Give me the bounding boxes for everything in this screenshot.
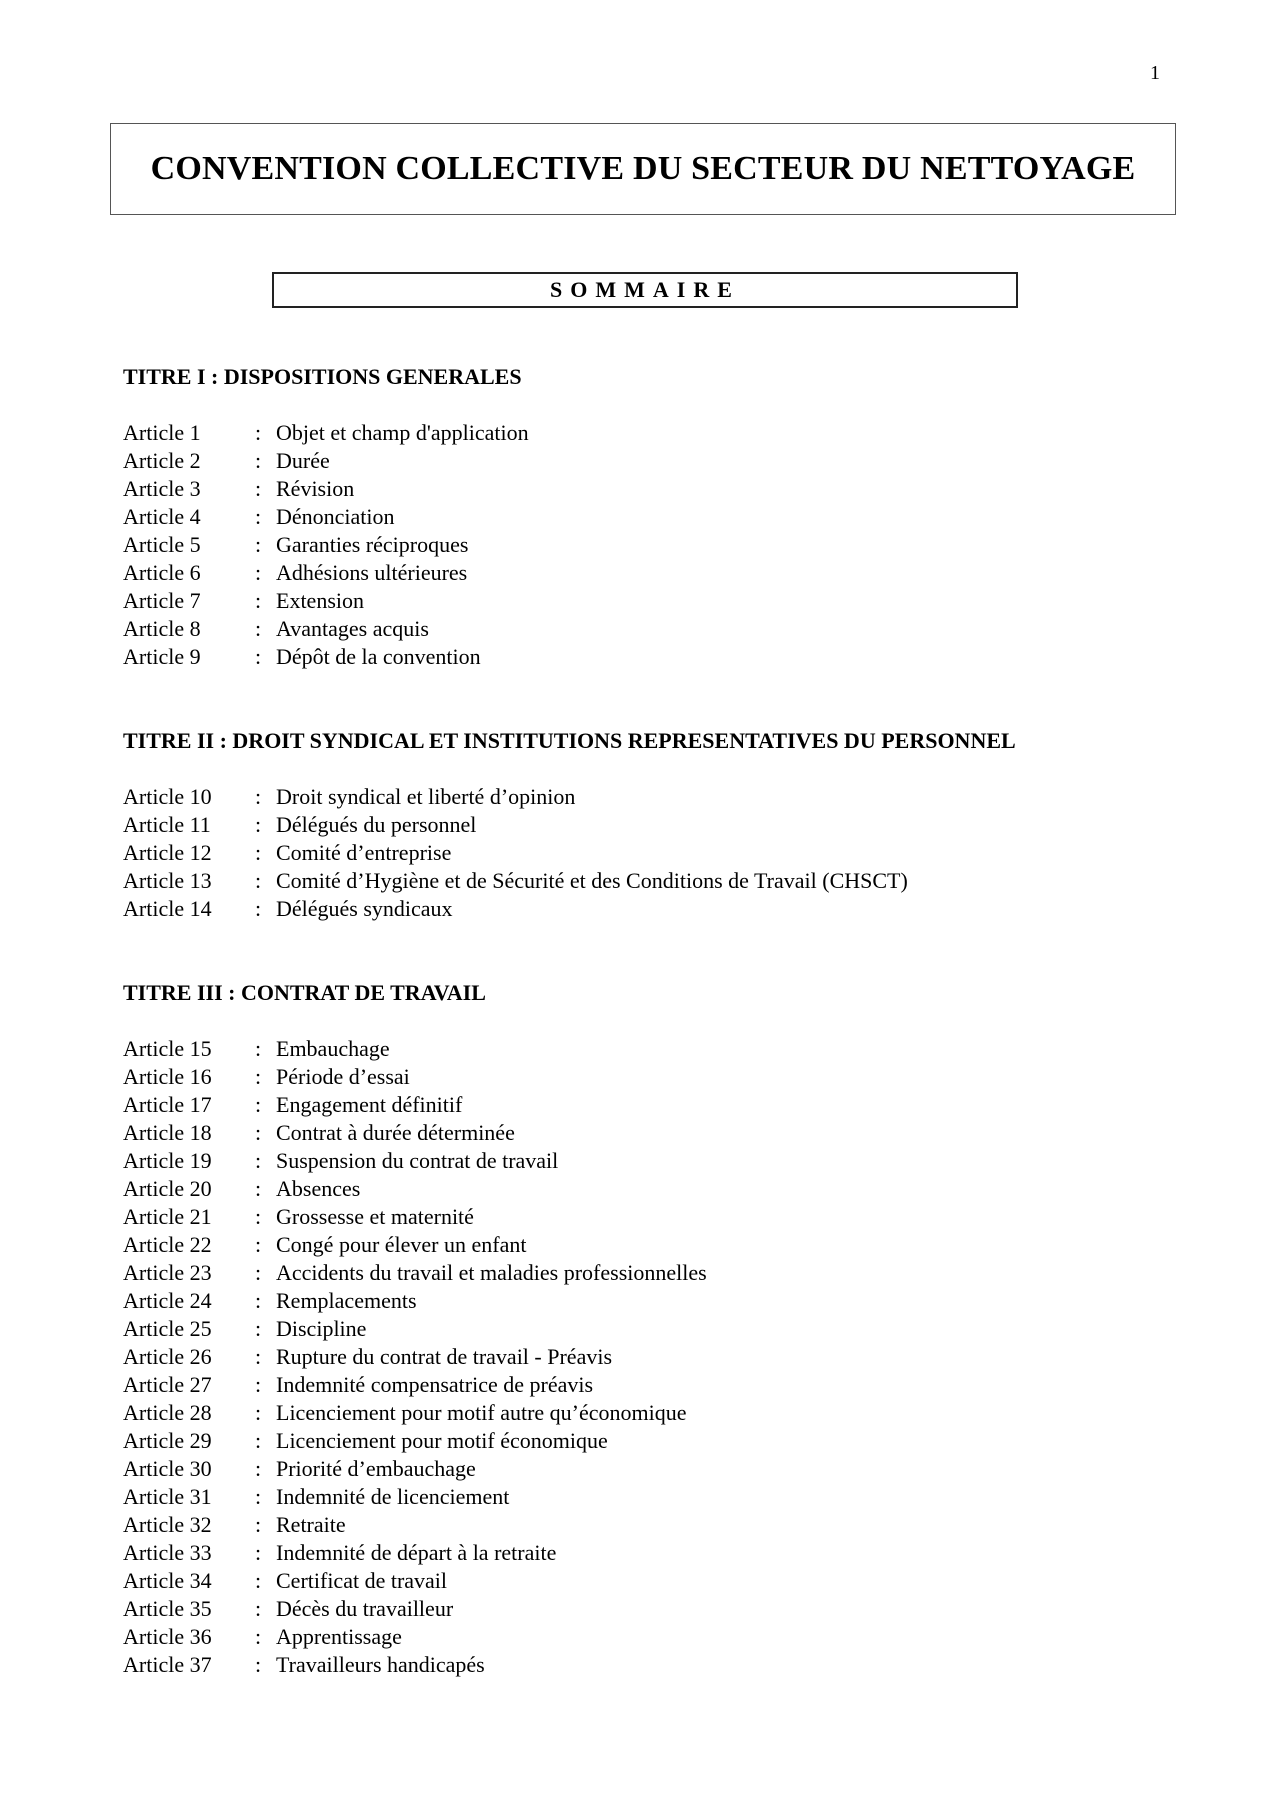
article-separator: : [254,1092,262,1117]
article-title: Accidents du travail et maladies professionnelles [276,1260,707,1285]
article-number: Article 16 [123,1064,212,1089]
article-list [123,1035,1183,1679]
article-number: Article 8 [123,616,201,641]
article-title: Objet et champ d'application [276,420,529,445]
article-title: Congé pour élever un enfant [276,1232,527,1257]
article-separator: : [254,1624,262,1649]
article-separator: : [254,1540,262,1565]
article-separator: : [254,532,262,557]
article-row [123,643,1183,671]
article-number: Article 36 [123,1624,212,1649]
article-number: Article 6 [123,560,201,585]
article-row [123,503,1183,531]
article-number: Article 1 [123,420,201,445]
article-title: Décès du travailleur [276,1596,454,1621]
article-row [123,1511,1183,1539]
article-number: Article 24 [123,1288,212,1313]
article-number: Article 5 [123,532,201,557]
article-title: Comité d’Hygiène et de Sécurité et des Conditions de Travail (CHSCT) [276,868,908,893]
article-title: Droit syndical et liberté d’opinion [276,784,576,809]
article-number: Article 26 [123,1344,212,1369]
article-row [123,1231,1183,1259]
article-number: Article 4 [123,504,201,529]
article-title: Embauchage [276,1036,390,1061]
article-separator: : [254,1260,262,1285]
article-separator: : [254,1456,262,1481]
article-separator: : [254,1428,262,1453]
article-row [123,1343,1183,1371]
article-row [123,447,1183,475]
article-number: Article 30 [123,1456,212,1481]
article-separator: : [254,1344,262,1369]
article-number: Article 25 [123,1316,212,1341]
article-number: Article 20 [123,1176,212,1201]
article-title: Certificat de travail [276,1568,448,1593]
article-row [123,1399,1183,1427]
article-title: Délégués syndicaux [276,896,453,921]
article-separator: : [254,504,262,529]
article-number: Article 12 [123,840,212,865]
article-number: Article 9 [123,644,201,669]
article-number: Article 3 [123,476,201,501]
article-separator: : [254,1120,262,1145]
article-title: Licenciement pour motif économique [276,1428,608,1453]
section-titre-1 [123,363,1183,671]
article-row [123,867,1183,895]
article-title: Indemnité de départ à la retraite [276,1540,557,1565]
article-title: Dénonciation [276,504,395,529]
section-heading: TITRE II : DROIT SYNDICAL ET INSTITUTIONS REPRESENTATIVES DU PERSONNEL [123,728,1016,753]
section-titre-2 [123,727,1183,923]
article-row [123,1483,1183,1511]
title-box [110,123,1176,215]
article-title: Retraite [276,1512,346,1537]
article-row [123,531,1183,559]
article-title: Extension [276,588,364,613]
article-title: Absences [276,1176,361,1201]
article-separator: : [254,616,262,641]
article-title: Délégués du personnel [276,812,477,837]
article-separator: : [254,1400,262,1425]
article-title: Engagement définitif [276,1092,463,1117]
article-separator: : [254,1372,262,1397]
article-number: Article 23 [123,1260,212,1285]
article-separator: : [254,1204,262,1229]
article-separator: : [254,448,262,473]
article-number: Article 18 [123,1120,212,1145]
article-number: Article 19 [123,1148,212,1173]
article-number: Article 2 [123,448,201,473]
article-separator: : [254,1316,262,1341]
article-separator: : [254,784,262,809]
article-separator: : [254,644,262,669]
article-number: Article 27 [123,1372,212,1397]
article-title: Indemnité de licenciement [276,1484,510,1509]
article-row [123,1651,1183,1679]
article-row [123,1427,1183,1455]
article-row [123,1371,1183,1399]
article-separator: : [254,1288,262,1313]
article-row [123,559,1183,587]
article-title: Rupture du contrat de travail - Préavis [276,1344,613,1369]
article-title: Apprentissage [276,1624,402,1649]
article-row [123,1455,1183,1483]
section-heading: TITRE I : DISPOSITIONS GENERALES [123,364,522,389]
article-row [123,1063,1183,1091]
article-number: Article 10 [123,784,212,809]
article-separator: : [254,840,262,865]
article-separator: : [254,1036,262,1061]
article-title: Avantages acquis [276,616,429,641]
article-title: Période d’essai [276,1064,410,1089]
article-number: Article 31 [123,1484,212,1509]
article-row [123,1119,1183,1147]
article-separator: : [254,1512,262,1537]
article-number: Article 7 [123,588,201,613]
article-separator: : [254,1596,262,1621]
article-title: Comité d’entreprise [276,840,452,865]
article-row [123,1595,1183,1623]
article-number: Article 13 [123,868,212,893]
article-separator: : [254,476,262,501]
article-row [123,811,1183,839]
article-number: Article 37 [123,1652,212,1677]
article-title: Travailleurs handicapés [276,1652,485,1677]
article-row [123,1091,1183,1119]
section-heading: TITRE III : CONTRAT DE TRAVAIL [123,980,486,1005]
article-number: Article 14 [123,896,212,921]
article-number: Article 21 [123,1204,212,1229]
article-row [123,475,1183,503]
article-title: Adhésions ultérieures [276,560,468,585]
article-separator: : [254,896,262,921]
article-number: Article 35 [123,1596,212,1621]
article-list [123,783,1183,923]
article-number: Article 29 [123,1428,212,1453]
sommaire-box [272,272,1018,308]
section-titre-3 [123,979,1183,1679]
article-title: Contrat à durée déterminée [276,1120,515,1145]
article-number: Article 17 [123,1092,212,1117]
article-title: Durée [276,448,330,473]
article-separator: : [254,812,262,837]
article-number: Article 11 [123,812,211,837]
article-separator: : [254,1652,262,1677]
article-row [123,839,1183,867]
article-number: Article 34 [123,1568,212,1593]
article-row [123,1203,1183,1231]
article-title: Indemnité compensatrice de préavis [276,1372,594,1397]
article-row [123,1623,1183,1651]
article-title: Révision [276,476,355,501]
article-number: Article 22 [123,1232,212,1257]
article-separator: : [254,868,262,893]
article-separator: : [254,1148,262,1173]
article-row [123,1175,1183,1203]
article-row [123,419,1183,447]
article-title: Discipline [276,1316,367,1341]
document-title: CONVENTION COLLECTIVE DU SECTEUR DU NETTOYAGE [150,150,1136,187]
article-row [123,1315,1183,1343]
article-number: Article 32 [123,1512,212,1537]
article-row [123,1287,1183,1315]
article-row [123,1567,1183,1595]
article-row [123,895,1183,923]
article-separator: : [254,1484,262,1509]
sommaire-label: SOMMAIRE [550,277,740,302]
article-row [123,615,1183,643]
article-separator: : [254,1176,262,1201]
article-row [123,1147,1183,1175]
article-number: Article 15 [123,1036,212,1061]
article-title: Priorité d’embauchage [276,1456,476,1481]
article-separator: : [254,420,262,445]
article-title: Grossesse et maternité [276,1204,474,1229]
article-separator: : [254,1064,262,1089]
article-list [123,419,1183,671]
article-row [123,1035,1183,1063]
article-title: Dépôt de la convention [276,644,481,669]
article-row [123,1259,1183,1287]
article-number: Article 28 [123,1400,212,1425]
article-separator: : [254,1568,262,1593]
article-title: Licenciement pour motif autre qu’économique [276,1400,687,1425]
article-row [123,783,1183,811]
article-row [123,587,1183,615]
article-title: Remplacements [276,1288,417,1313]
article-separator: : [254,560,262,585]
article-separator: : [254,1232,262,1257]
article-row [123,1539,1183,1567]
article-number: Article 33 [123,1540,212,1565]
article-title: Suspension du contrat de travail [276,1148,559,1173]
article-separator: : [254,588,262,613]
article-title: Garanties réciproques [276,532,469,557]
page-number: 1 [1150,62,1160,84]
